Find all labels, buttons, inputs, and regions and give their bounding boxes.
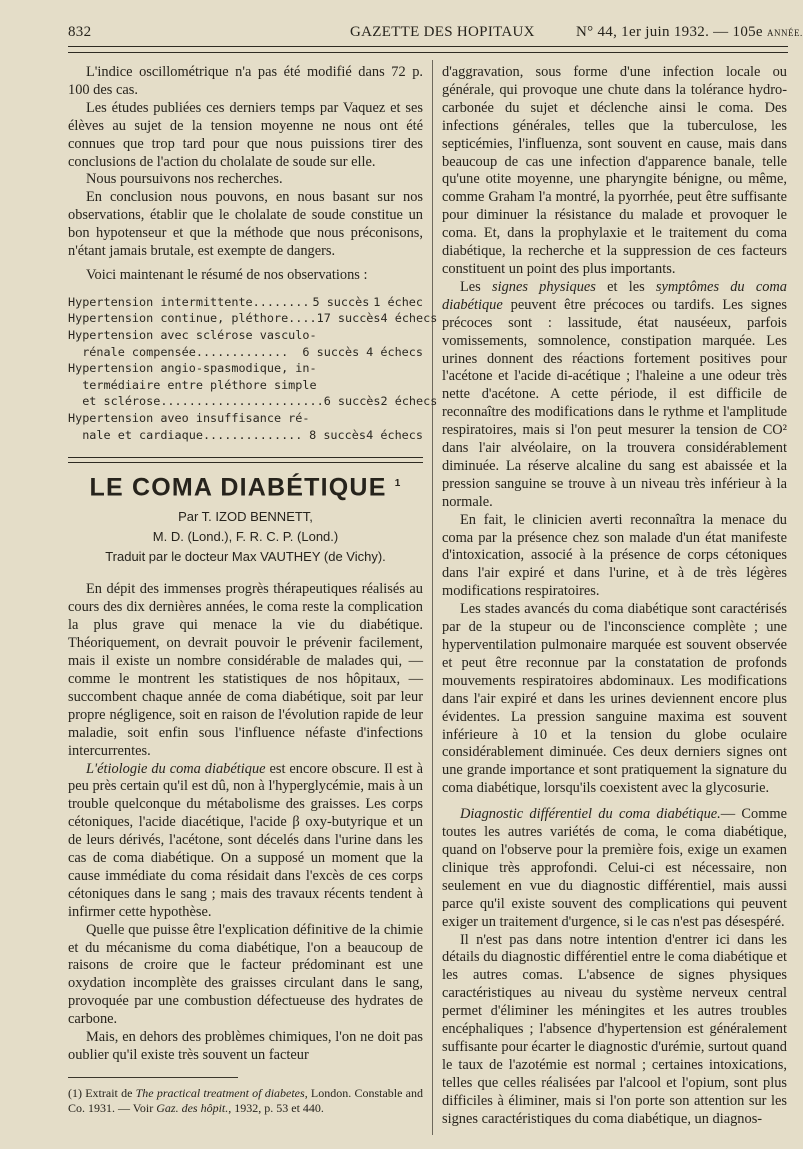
paragraph: d'aggravation, sous forme d'une infection locale ou générale, qui provoque une chute dans la tolérance hydro-carbonée du sujet et déclenche ainsi le coma. Des infections générales, telles que la tuberculose, les septicémies, l'influenza, sont souvent en cause, mais dans beaucoup de cas une infection d'apparence banale, telle qu'une otite moyenne, une pharyngite bénigne, ou même, comme Graham l'a montré, la pyorrhée, peut être suffisante pour diminuer la résistance du malade et provoquer le coma. Et, dans la prophylaxie et le traitement du coma diabétique, la recherche et la suppression de ces facteurs constituent un point des plus importants. (442, 64, 787, 277)
footnote-end: , 1932, p. 53 et 440. (228, 1100, 324, 1115)
footnote-rule (68, 1077, 238, 1078)
page-number: 832 (68, 24, 92, 40)
spacer (442, 798, 787, 806)
text: peuvent être précoces ou tardifs. Les signes précoces sont : lassitude, état nauséeux, parfois vomissements, somnolence, constipation marquée. Les urines donnent des réactions fortement positives pour l'acétone et l'acide di-acétique ; l'haleine a une odeur très nette d'acétone. A cette période, il est difficile de reconnaître des modifications dans le rythme et l'amplitude respiratoires, mais si l'on peut mesurer la tension de CO² dans l'air alvéolaire, on la trouvera considérablement diminuée. La réserve alcaline du sang est abaissée et la pression sanguine se trouve à un niveau très inférieur à la normale. (442, 296, 787, 510)
paragraph-signes (442, 279, 787, 512)
paragraph: En dépit des immenses progrès thérapeutiques réalisés au cours des dix dernières années, le coma reste la complication la plus grave qui menace la vie du diabétique. Théoriquement, on devrait pouvoir le prévenir facilement, mais il existe un nombre considérable de malades qui, — comme le montrent les statistiques de nos hôpitaux, — succombent chaque année de coma diabétique, soit par leur propre négligence, soit en raison de l'évolution rapide de leur maladie, soit enfin sous l'influence néfaste d'infections intercurrentes. (68, 581, 423, 759)
section-lead: Diagnostic différentiel du coma diabétique. (460, 806, 721, 823)
footnote (68, 1086, 423, 1116)
row-succes: 5 succès (312, 294, 370, 309)
text: et les (595, 278, 656, 295)
footnote-book: The practical treatment of diabetes (135, 1085, 305, 1100)
observations-table (68, 294, 438, 443)
footnote-ref: Gaz. des hôpit. (156, 1100, 229, 1115)
row-category: Hypertension angio-spasmodique, in- (68, 361, 317, 376)
row-category: rénale compensée............. (68, 344, 289, 359)
row-category: Hypertension aveo insuffisance ré- (68, 411, 310, 426)
row-succes: 6 succès (302, 344, 360, 359)
section-rule (68, 457, 423, 463)
table-row (68, 310, 438, 327)
page-header (68, 20, 803, 42)
table-row (68, 344, 423, 361)
article-title-text: LE COMA DIABÉTIQUE (89, 473, 387, 502)
row-category: et sclérose....................... (68, 394, 324, 409)
table-row (68, 393, 438, 410)
paragraph: Nous poursuivons nos recherches. (86, 171, 283, 188)
table-row (68, 410, 423, 427)
paragraph: Les stades avancés du coma diabétique sont caractérisés par de la stupeur ou de l'inconscience complète ; une hyperventilation pulmonaire marquée est souvent observée et peut être reconnue par la constatation de profonds mouvements respiratoires abdominaux. Les modifications dans l'air expiré et dans les urines deviennent encore plus évidentes. La pression sanguine maxima est souvent inférieure à 10 et la tension du globe oculaire considérablement diminuée. Ces deux derniers signes ont une grande importance et sont pratiquement la signature du coma diabétique, lorsqu'ils coexistent avec la glycosurie. (442, 601, 787, 797)
header-rule (68, 46, 788, 53)
paragraph-diagnostic (442, 806, 787, 931)
emphasis: symptômes du coma diabétique (442, 278, 787, 313)
paragraph-etiologie (68, 761, 423, 922)
row-echecs: 4 échecs (380, 311, 438, 326)
row-category: Hypertension avec sclérose vasculo- (68, 328, 317, 343)
table-row (68, 327, 423, 344)
paragraph: L'indice oscillométrique n'a pas été modifié dans 72 p. 100 des cas. (68, 64, 423, 98)
row-succes: 6 succès (323, 394, 381, 409)
row-succes: 17 succès (316, 311, 381, 326)
text: Les (460, 278, 492, 295)
row-category: termédiaire entre pléthore simple (68, 377, 317, 392)
paragraph: Voici maintenant le résumé de nos observations : (86, 266, 368, 283)
paragraph: En fait, le clinicien averti reconnaîtra la menace du coma par la présence chez son malade d'un état manifeste d'intoxication, associé à la présence de corps cétoniques dans l'air expiré et dans l'urine, et à de très légères modifications respiratoires. (442, 511, 787, 600)
table-row (68, 360, 423, 377)
paragraph: Il n'est pas dans notre intention d'entrer ici dans les détails du diagnostic différentiel entre le coma diabétique et les autres comas. L'absence de signes physiques caractéristiques au niveau du système nerveux central permet d'éliminer les méningites et les autres troubles encéphaliques ; l'absence d'hypertension est généralement suffisante pour écarter le diagnostic d'urémie, surtout quand le taux de l'azotémie est normal ; certaines intoxications, telles que celles réalisées par l'alcool et l'opium, sont plus difficiles à éliminer, mais si l'on porte son attention sur les signes caractéristiques du coma diabétique, un diagnos- (442, 931, 787, 1127)
paragraph: En conclusion nous pouvons, en nous basant sur nos observations, établir que le cholalate de soude constitue un bon hypotenseur et que la méthode que nous préconisons, n'étant jamais brutale, est exempte de dangers. (68, 189, 423, 260)
issue-number-date: N° 44, 1er juin 1932. — 105e (576, 24, 763, 40)
row-echecs: 2 échecs (380, 394, 438, 409)
row-echecs: 4 échecs (366, 344, 423, 359)
row-echecs: 4 échecs (366, 427, 423, 442)
footnote-prefix: (1) Extrait de (68, 1085, 136, 1100)
table-row (68, 427, 423, 444)
table-row (68, 294, 423, 311)
author-credentials: M. D. (Lond.), F. R. C. P. (Lond.) (152, 529, 339, 545)
translator-line: Traduit par le docteur Max VAUTHEY (de Vichy). (105, 549, 386, 565)
article-title (68, 473, 423, 502)
section-lead: L'étiologie du coma diabétique (86, 760, 266, 777)
right-column (442, 64, 787, 1144)
paragraph-text: est encore obscure. Il est à peu près certain qu'il est dû, non à l'hyperglycémie, mais à un trouble quelconque du métabolisme des graisses. Les corps cétoniques, l'acide diacétique, l'acide β oxy-butyrique et un de leurs dérivés, l'acétone, sont décelés dans l'urine dans les cas de coma diabétique. On a supposé un moment que la cause immédiate du coma résidait dans l'excès de ces corps cétoniques dans le sang ; mais des travaux récents tendent à infirmer cette hypothèse. (68, 760, 423, 920)
journal-title: GAZETTE DES HOPITAUX (350, 24, 535, 40)
paragraph: Quelle que puisse être l'explication définitive de la chimie et du mécanisme du coma diabétique, l'on a beaucoup de raisons de croire que le facteur prédominant est une oxydation incomplète des graisses circulant dans le sang, provoquée par une combustion défectueuse des hydrates de carbone. (68, 921, 423, 1028)
title-footnote-marker: 1 (394, 478, 402, 490)
intro-paragraphs (68, 64, 423, 285)
paragraph-text: — Comme toutes les autres variétés de coma, le coma diabétique, quand on l'observe pour la première fois, exige un examen clinique très approfondi. Celui-ci est nécessaire, non seulement en vue du diagnostic différentiel, mais aussi parce qu'il existe souvent des complications qui peuvent exiger un traitement d'urgence, si le cas n'est pas désespéré. (442, 806, 787, 930)
emphasis: signes physiques (491, 278, 596, 295)
paragraph: Mais, en dehors des problèmes chimiques, l'on ne doit pas oublier qu'il existe très souvent un facteur (68, 1029, 423, 1064)
row-category: nale et cardiaque.............. (68, 427, 303, 442)
row-category: Hypertension intermittente........ (68, 294, 310, 309)
footnote-mid: , London. Constable and Co. 1931. — Voir (68, 1085, 423, 1115)
article-byline: Par T. IZOD BENNETT, (178, 509, 313, 525)
issue-annee: ANNÉE. (766, 28, 803, 38)
table-row (68, 377, 423, 394)
row-category: Hypertension continue, pléthore.... (68, 311, 317, 326)
issue-info (576, 24, 803, 41)
column-divider (432, 60, 433, 1135)
paragraph: Les études publiées ces derniers temps par Vaquez et ses élèves au sujet de la tension moyenne ne nous ont été connues que trop tard pour que nous puissions tirer des conclusions de l'action du cholalate de soude sur elle. (68, 99, 423, 170)
left-column (68, 64, 438, 1124)
row-succes: 8 succès (309, 427, 366, 442)
row-echecs: 1 échec (373, 294, 423, 309)
